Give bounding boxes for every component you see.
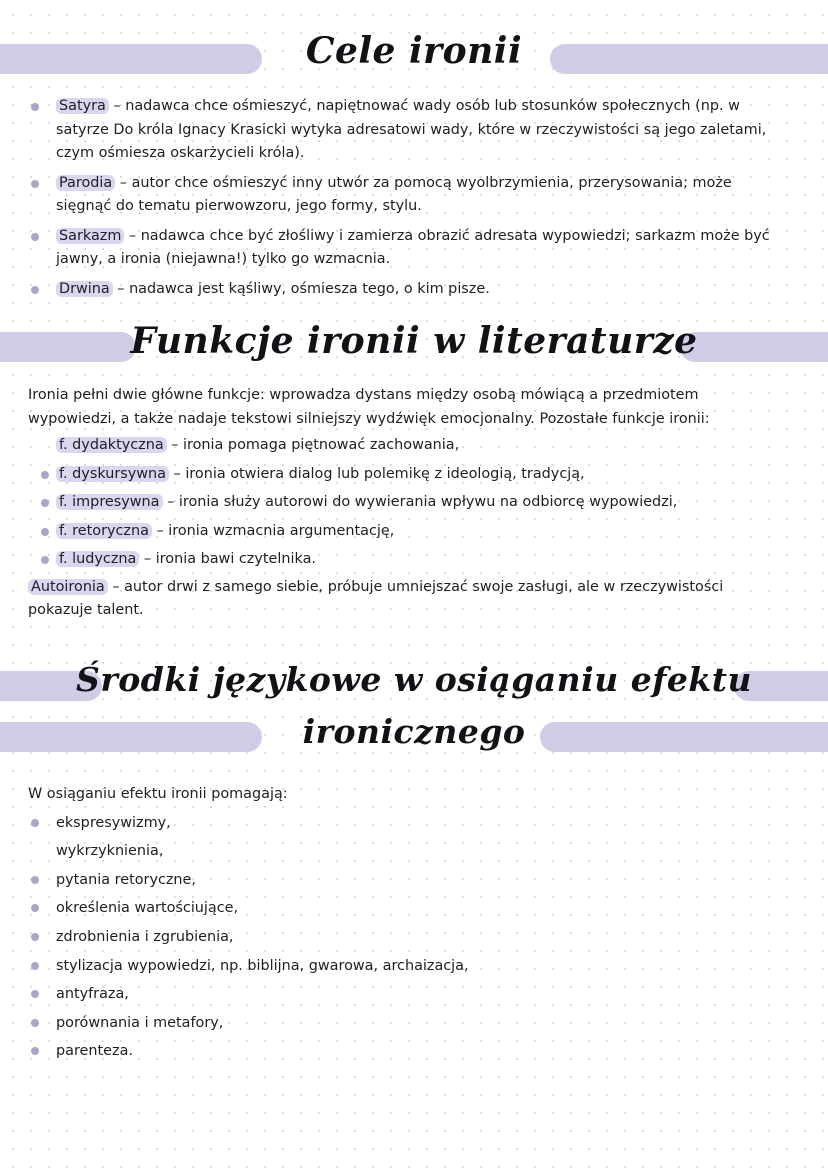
item-text: – autor drwi z samego siebie, próbuje umniejszać swoje zasługi, ale w rzeczywistości pokazuje talent. <box>28 578 724 618</box>
bullet-icon <box>41 499 49 507</box>
item-text: – ironia służy autorowi do wywierania wpływu na odbiorcę wypowiedzi, <box>162 494 678 510</box>
bullet-icon <box>31 103 39 111</box>
list-item <box>0 809 828 838</box>
term-highlight: Sarkazm <box>56 228 124 244</box>
bullet-icon <box>31 904 39 912</box>
list-item <box>0 980 828 1009</box>
intro-paragraph: Ironia pełni dwie główne funkcje: wprowadza dystans między osobą mówiącą a przedmiotem wypowiedzi, a także nadaje tekstowi silniejszy wydźwięk emocjonalny. Pozostałe funkcje ironii: <box>28 387 710 427</box>
bullet-icon <box>31 990 39 998</box>
list-item <box>0 866 828 895</box>
list-item <box>0 952 828 981</box>
item-text: – ironia bawi czytelnika. <box>139 551 316 567</box>
section-title-funkcje: Funkcje ironii w literaturze <box>130 320 698 362</box>
bullet-icon <box>31 819 39 827</box>
term-highlight: Satyra <box>56 98 109 114</box>
bullet-icon <box>31 933 39 941</box>
item-text: – ironia pomaga piętnować zachowania, <box>166 437 460 453</box>
item-text: – nadawca jest kąśliwy, ośmiesza tego, o kim pisze. <box>112 280 490 297</box>
section-cele-list <box>0 95 828 307</box>
section-srodki <box>0 780 828 1066</box>
bullet-icon <box>41 471 49 479</box>
item-text: – nadawca chce być złośliwy i zamierza obrazić adresata wypowiedzi; sarkazm może być jawny, a ironia (niejawna!) tylko go wzmacnia. <box>56 227 770 267</box>
bullet-icon <box>31 286 39 294</box>
item-text: pytania retoryczne, <box>56 871 196 888</box>
bullet-icon <box>31 1047 39 1055</box>
item-text: porównania i metafory, <box>56 1014 224 1031</box>
bullet-icon <box>31 1019 39 1027</box>
term-highlight: Drwina <box>56 281 113 297</box>
term-highlight: f. ludyczna <box>56 551 139 567</box>
term-highlight: f. retoryczna <box>56 523 152 539</box>
list-item <box>0 434 828 458</box>
item-text: antyfraza, <box>56 986 129 1003</box>
item-text: – ironia otwiera dialog lub polemikę z ideologią, tradycją, <box>168 465 585 482</box>
term-highlight: f. impresywna <box>56 494 163 510</box>
list-item <box>0 923 828 952</box>
list-item <box>0 837 828 866</box>
item-text: – nadawca chce ośmieszyć, napiętnować wady osób lub stosunków społecznych (np. w satyrze Do króla Ignacy Krasicki wytyka adresatowi wady, które w rzeczywistości są jego zaletami, czym ośmiesza oskarżycieli króla). <box>56 98 767 161</box>
intro-paragraph: W osiąganiu efektu ironii pomagają: <box>28 786 288 802</box>
list-item <box>0 894 828 923</box>
bullet-icon <box>31 876 39 884</box>
bullet-icon <box>41 528 49 536</box>
item-text: ekspresywizmy, <box>56 814 171 831</box>
item-text: parenteza. <box>56 1043 133 1060</box>
list-item <box>0 172 828 219</box>
bullet-icon <box>31 233 39 241</box>
term-highlight: Parodia <box>56 175 115 191</box>
item-text: zdrobnienia i zgrubienia, <box>56 928 234 945</box>
term-highlight: f. dyskursywna <box>56 466 169 482</box>
list-item <box>0 463 828 487</box>
list-item <box>0 278 828 302</box>
section-funkcje <box>0 384 828 623</box>
bullet-icon <box>41 556 49 564</box>
bullet-icon <box>31 962 39 970</box>
section-title-cele: Cele ironii <box>305 30 523 72</box>
section-title-srodki-line2: ironicznego <box>302 712 526 751</box>
list-item <box>0 548 828 572</box>
autoironia-paragraph <box>0 576 828 623</box>
list-item <box>0 520 828 544</box>
list-item <box>0 225 828 272</box>
list-item <box>0 1037 828 1066</box>
bullet-icon <box>31 180 39 188</box>
list-item <box>0 491 828 515</box>
term-highlight: f. dydaktyczna <box>56 437 167 453</box>
item-text: – autor chce ośmieszyć inny utwór za pomocą wyolbrzymienia, przerysowania; może sięgnąć do tematu pierwowzoru, jego formy, stylu. <box>56 174 732 214</box>
term-highlight: Autoironia <box>28 579 108 595</box>
item-text: wykrzyknienia, <box>56 843 164 860</box>
item-text: – ironia wzmacnia argumentację, <box>151 522 395 539</box>
section-title-srodki-line1: Środki językowe w osiąganiu efektu <box>76 660 752 699</box>
item-text: określenia wartościujące, <box>56 900 239 917</box>
item-text: stylizacja wypowiedzi, np. biblijna, gwarowa, archaizacja, <box>56 957 469 974</box>
list-item <box>0 1009 828 1038</box>
list-item <box>0 95 828 166</box>
